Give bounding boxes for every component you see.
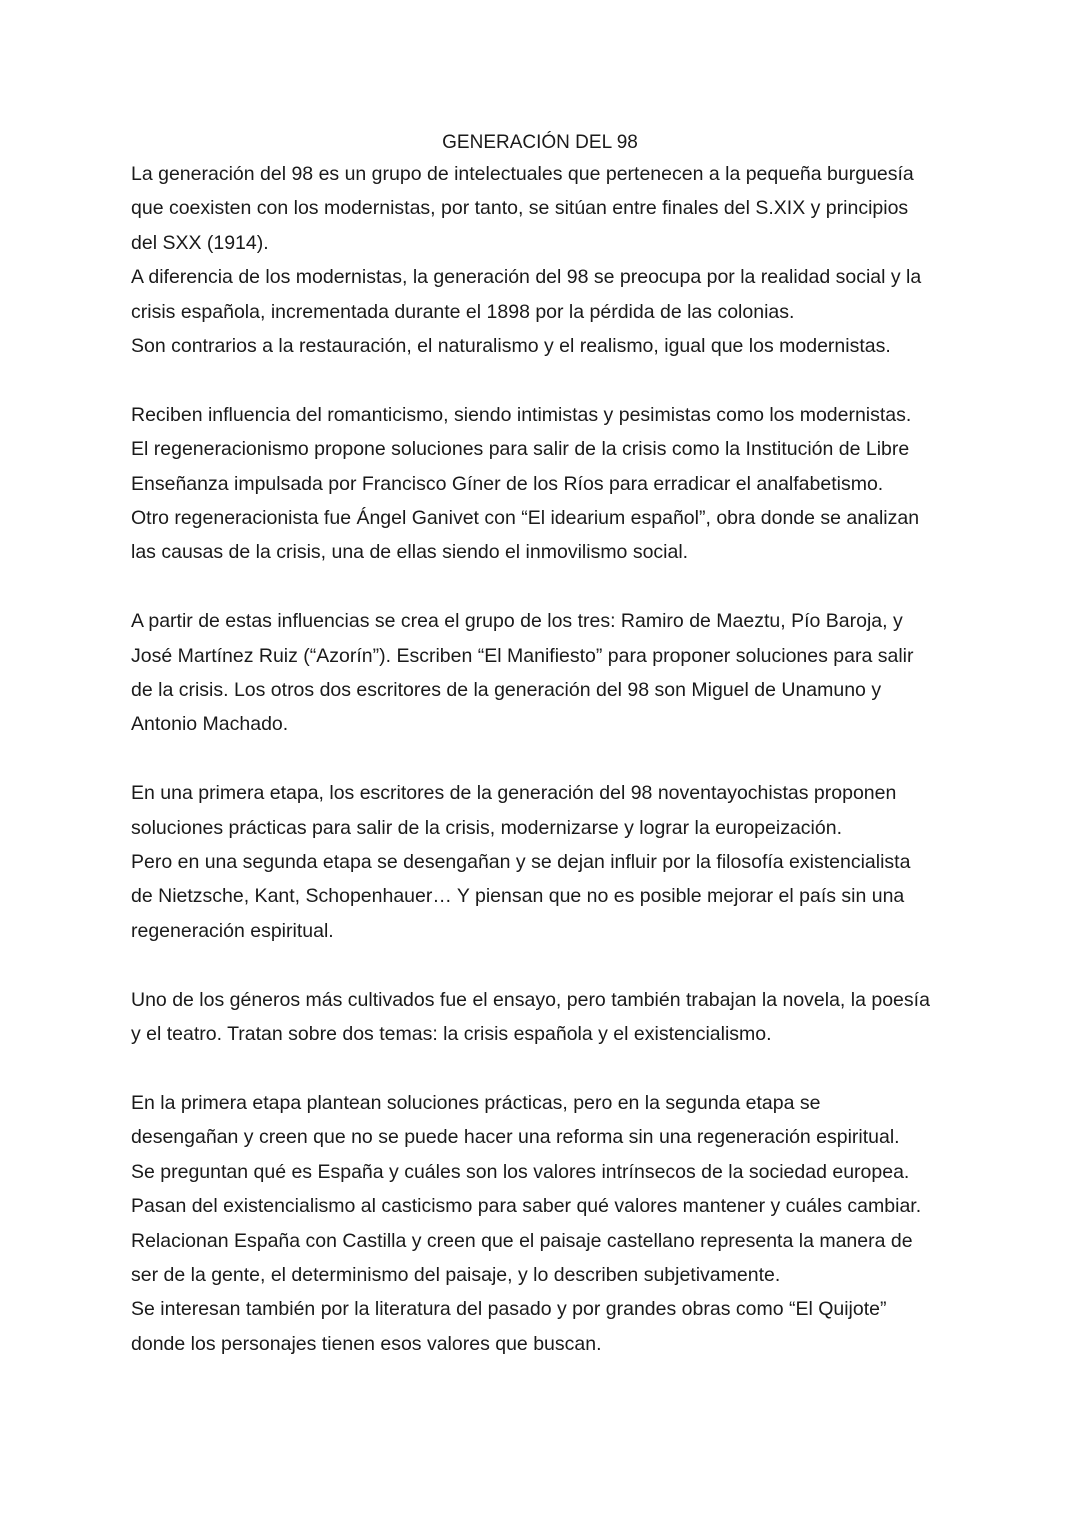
text-line: de Nietzsche, Kant, Schopenhauer… Y piensan que no es posible mejorar el país sin una — [131, 885, 905, 908]
text-line: A diferencia de los modernistas, la generación del 98 se preocupa por la realidad social y la — [131, 266, 922, 289]
text-line: Uno de los géneros más cultivados fue el ensayo, pero también trabajan la novela, la poesía — [131, 988, 930, 1011]
text-line: que coexisten con los modernistas, por tanto, se sitúan entre finales del S.XIX y principios — [131, 197, 909, 220]
paragraph-gap — [131, 948, 961, 982]
text-line: En una primera etapa, los escritores de la generación del 98 noventayochistas proponen — [131, 782, 897, 805]
text-line: El regeneracionismo propone soluciones para salir de la crisis como la Institución de Libre — [131, 438, 910, 461]
text-line: Reciben influencia del romanticismo, siendo intimistas y pesimistas como los modernistas. — [131, 403, 912, 426]
text-line: Pero en una segunda etapa se desengañan y se dejan influir por la filosofía existencialista — [131, 851, 911, 874]
text-line: Pasan del existencialismo al casticismo para saber qué valores mantener y cuáles cambiar. — [131, 1195, 922, 1218]
paragraph-group-of-three — [131, 604, 961, 742]
text-line: soluciones prácticas para salir de la crisis, modernizarse y lograr la europeización. — [131, 816, 842, 839]
text-line: donde los personajes tienen esos valores que buscan. — [131, 1332, 602, 1355]
text-line: regeneración espiritual. — [131, 919, 334, 942]
document-title: GENERACIÓN DEL 98 — [442, 132, 638, 153]
paragraph-gap — [131, 1052, 961, 1086]
text-line: Antonio Machado. — [131, 713, 289, 736]
text-line: Enseñanza impulsada por Francisco Gíner de los Ríos para erradicar el analfabetismo. — [131, 472, 884, 495]
text-line: crisis española, incrementada durante el 1898 por la pérdida de las colonias. — [131, 300, 795, 323]
text-line: del SXX (1914). — [131, 231, 269, 254]
text-line: Relacionan España con Castilla y creen que el paisaje castellano representa la manera de — [131, 1229, 913, 1252]
text-line: En la primera etapa plantean soluciones prácticas, pero en la segunda etapa se — [131, 1091, 821, 1114]
paragraph-gap — [131, 742, 961, 776]
document-page — [131, 128, 961, 1361]
text-line: Son contrarios a la restauración, el naturalismo y el realismo, igual que los modernistas. — [131, 335, 891, 358]
paragraph-genres — [131, 983, 961, 1052]
text-line: A partir de estas influencias se crea el grupo de los tres: Ramiro de Maeztu, Pío Baroja, y — [131, 610, 903, 633]
text-line: y el teatro. Tratan sobre dos temas: la crisis española y el existencialismo. — [131, 1023, 772, 1046]
paragraph-stages — [131, 776, 961, 948]
text-line: desengañan y creen que no se puede hacer una reforma sin una regeneración espiritual. — [131, 1126, 900, 1149]
text-line: las causas de la crisis, una de ellas siendo el inmovilismo social. — [131, 541, 689, 564]
text-line: Otro regeneracionista fue Ángel Ganivet con “El idearium español”, obra donde se analizan — [131, 507, 920, 530]
text-line: La generación del 98 es un grupo de intelectuales que pertenecen a la pequeña burguesía — [131, 163, 914, 185]
text-line: José Martínez Ruiz (“Azorín”). Escriben “El Manifiesto” para proponer soluciones para salir — [131, 644, 914, 667]
text-line: de la crisis. Los otros dos escritores de la generación del 98 son Miguel de Unamuno y — [131, 679, 882, 702]
paragraph-gap — [131, 363, 961, 397]
text-line: ser de la gente, el determinismo del paisaje, y lo describen subjetivamente. — [131, 1263, 781, 1286]
text-line: Se interesan también por la literatura del pasado y por grandes obras como “El Quijote” — [131, 1298, 887, 1321]
text-line: Se preguntan qué es España y cuáles son los valores intrínsecos de la sociedad europea. — [131, 1160, 910, 1183]
paragraph-intro — [131, 157, 961, 363]
paragraph-influences — [131, 398, 961, 570]
paragraph-themes — [131, 1086, 961, 1361]
paragraph-gap — [131, 570, 961, 604]
